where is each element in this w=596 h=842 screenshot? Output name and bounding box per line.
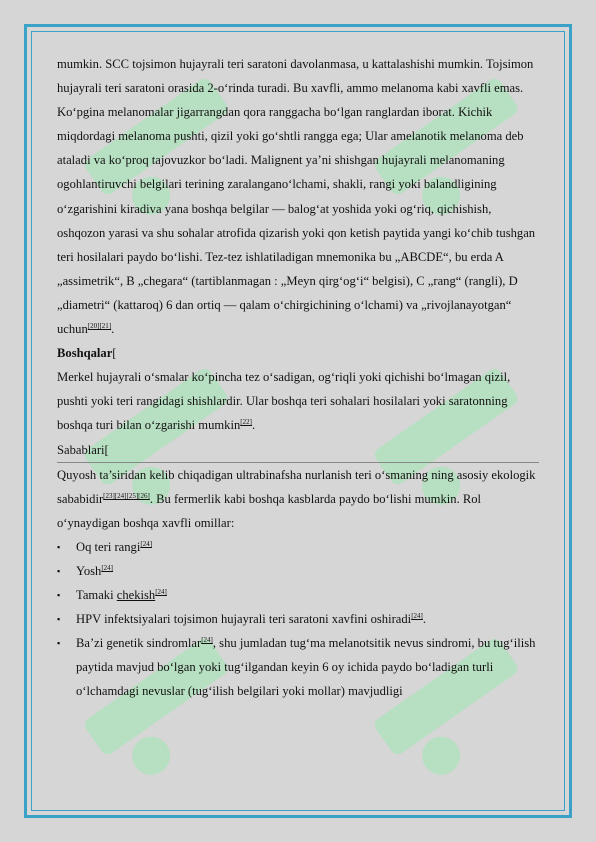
list-item-text: .: [422, 612, 427, 627]
list-item-text: Tamaki: [76, 588, 117, 603]
chekish-link[interactable]: chekish: [116, 588, 156, 603]
list-item-text: HPV infektsiyalari tojsimon hujayrali teri saratoni xavfini oshiradi: [76, 612, 412, 627]
paragraph: [57, 52, 539, 100]
paragraph-text: Ko‘pgina melanomalar jigarrangdan qora ranggacha bo‘lgan ranglardan iborat. Kichik miqdordagi melanoma pushti, qizil yoki go‘shtli rangga ega; Ular amelanotik melanoma deb ataladi va ko‘proq tajovuzkor bo‘ladi. Malignent ya’ni shishgan hujayrali melanomaning ogohlantiruvchi belgilari terining zaralangano‘lchami, shakli, rangi yoki balandligining o‘zgarishini kiradiva yana boshqa belgilar — balog‘at yoshida yoki og‘riq, qichishish, oshqozon yarasi va shu sohalar atrofida qizarish yoki qon ketish paytida yangi ko‘chib tushgan teri hosilalari paydo bo‘lishi. Tez-tez ishlatiladigan mnemonika bu „ABCDE“, bu erda A „assimetrik“, B „chegara“ (tartiblanmagan : „Meyn qirg‘og‘i“ belgisi), C „rang“ (rangli), D „diametri“ (kattaroq) 6 dan ortiq — qalam o‘chirgichining o‘lchami) va „rivojlanayotgan“ uchun: [57, 105, 536, 337]
section-heading: [57, 341, 539, 365]
citation-link[interactable]: [23][24][25][26]: [103, 491, 150, 500]
heading-text: Sabablari[: [57, 442, 109, 457]
citation-link[interactable]: [24]: [411, 611, 423, 620]
bullet-icon: ▪: [57, 541, 61, 552]
list-item: [57, 631, 539, 703]
citation-link[interactable]: [22]: [240, 418, 252, 427]
document-body: [57, 52, 539, 704]
paragraph-text: .: [111, 322, 115, 337]
paragraph-text: . Bu fermerlik kabi boshqa kasblarda paydo bo‘lishi mumkin. Rol o‘ynaydigan boshqa xavfli omillar:: [57, 491, 482, 530]
citation-link[interactable]: [24]: [155, 587, 167, 596]
heading-text: Boshqalar: [57, 346, 113, 361]
bullet-icon: ▪: [57, 614, 61, 625]
bullet-icon: ▪: [57, 590, 61, 601]
list-item: [57, 583, 539, 607]
citation-link[interactable]: [24]: [101, 563, 114, 572]
paragraph-text: .: [251, 418, 256, 433]
edit-bracket: [: [112, 346, 117, 361]
paragraph: [57, 463, 539, 535]
list-item-text: Oq teri rangi: [76, 539, 141, 554]
paragraph-text: Merkel hujayrali o‘smalar ko‘pincha tez o‘sadigan, og‘riqli yoki qichishi bo‘lmagan qizil, pushti yoki teri rangidagi shishlardir. Ular boshqa teri sohalari hosilalari yoki saratonning boshqa turi bilan o‘zgarishi mumkin: [57, 370, 511, 433]
list-item: [57, 535, 539, 559]
list-item-text: , shu jumladan tug‘ma melanotsitik nevus sindromi, bu tug‘ilish paytida mavjud bo‘lgan yoki tug‘ilgandan keyin 6 oy ichida paydo bo‘ladigan turli o‘lchamdagi nevuslar (tug‘ilish belgilari yoki mollar) mavjudligi: [76, 636, 536, 699]
citation-link[interactable]: [24]: [140, 539, 153, 548]
bullet-icon: ▪: [57, 638, 61, 649]
paragraph: [57, 365, 539, 437]
list-item: [57, 559, 539, 583]
list-item: [57, 607, 539, 631]
bullet-icon: ▪: [57, 565, 61, 576]
citation-link[interactable]: [24]: [201, 636, 213, 645]
paragraph-text: mumkin. SCC tojsimon hujayrali teri saratoni davolanmasa, u kattalashishi mumkin. Tojsimon hujayrali teri saratoni orasida 2-o‘rinda turadi. Bu xavfli, ammo melanoma kabi xavfli emas.: [57, 57, 534, 96]
citation-link[interactable]: [20][21]: [87, 321, 112, 330]
section-heading: [57, 438, 539, 463]
paragraph: [57, 100, 539, 341]
risk-factor-list: [57, 535, 539, 704]
paragraph-text: Quyosh ta’siridan kelib chiqadigan ultrabinafsha nurlanish teri o‘smaning ning asosiy ekologik sababidir: [57, 467, 536, 506]
list-item-text: Ba’zi genetik sindromlar: [76, 636, 202, 651]
list-item-text: Yosh: [76, 563, 102, 578]
